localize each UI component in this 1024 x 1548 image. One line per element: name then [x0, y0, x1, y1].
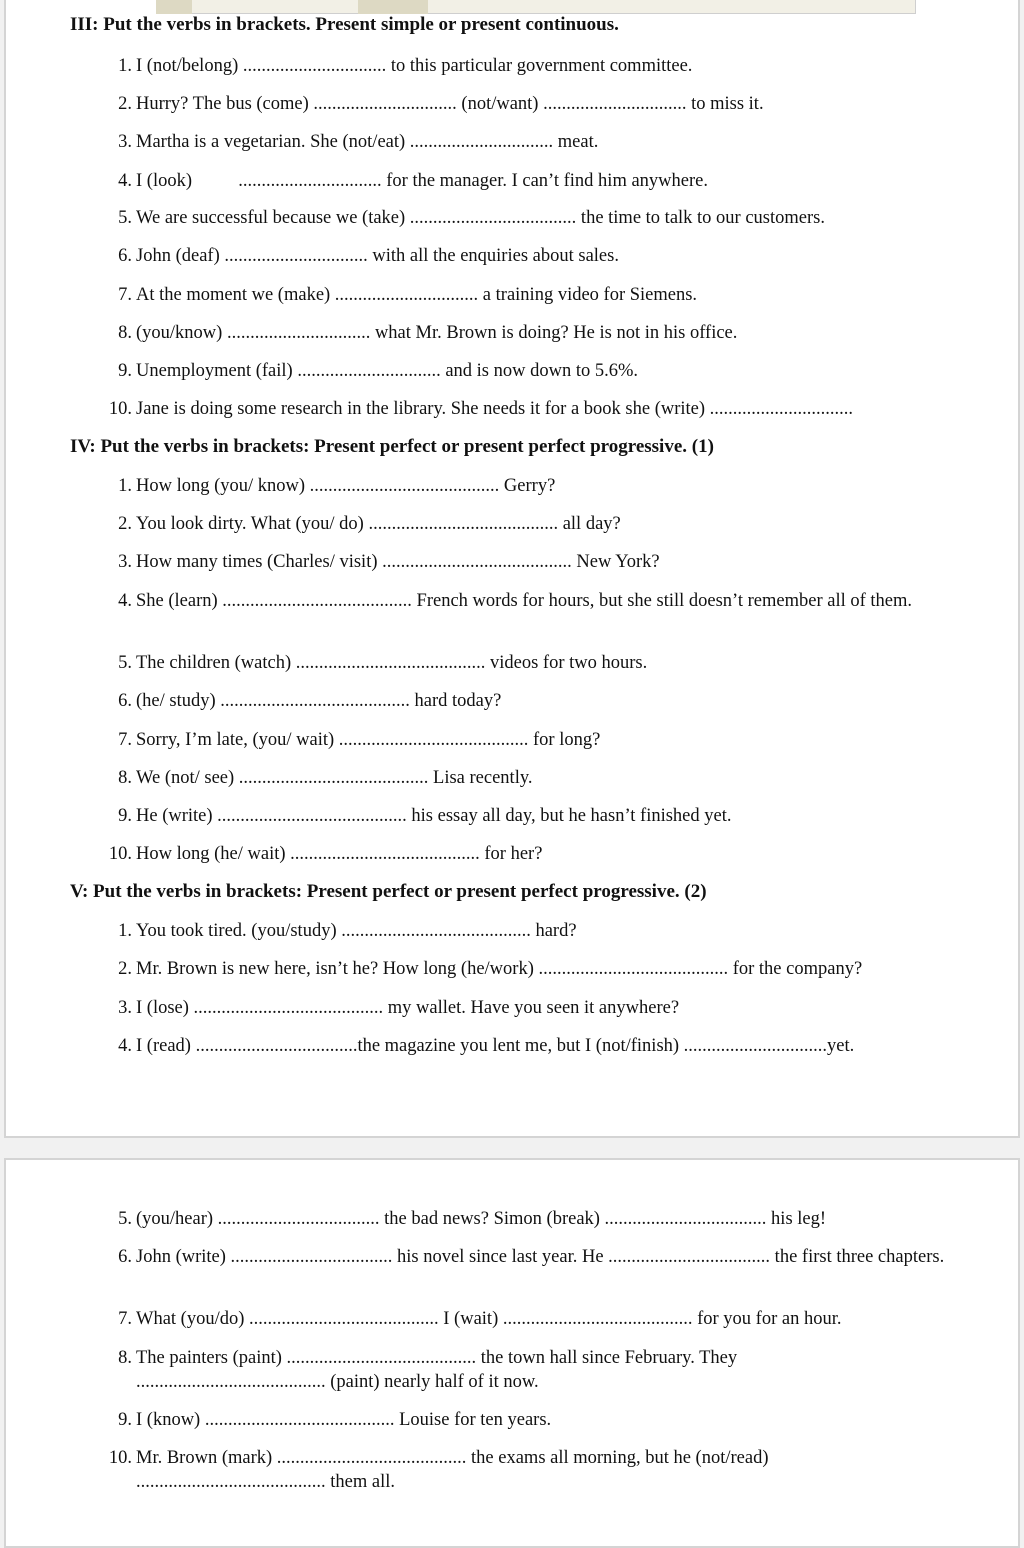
item-text: How many times (Charles/ visit) ......................................... New York? [136, 552, 660, 572]
item-number: 6. [118, 691, 132, 711]
item-number: 7. [118, 1309, 132, 1329]
item-text: Jane is doing some research in the library. She needs it for a book she (write) ............................... [136, 399, 854, 419]
item-text: We are successful because we (take) .................................... the time to talk to our customers. [136, 208, 825, 228]
item-number: 2. [118, 959, 132, 979]
item-number: 8. [118, 768, 132, 788]
item-number: 2. [118, 94, 132, 114]
item-text: At the moment we (make) ............................... a training video for Siemens. [136, 285, 698, 305]
item-text: Unemployment (fail) ............................... and is now down to 5.6%. [136, 361, 639, 381]
item-text: Mr. Brown (mark) ......................................... the exams all morning, but he (not/read) ......................................... them all. [136, 1448, 769, 1492]
item-text: We (not/ see) ......................................... Lisa recently. [136, 768, 533, 788]
item-text: I (know) ......................................... Louise for ten years. [136, 1410, 552, 1430]
item-number: 8. [118, 323, 132, 343]
item-text: You look dirty. What (you/ do) ......................................... all day? [136, 514, 621, 534]
item-text: I (read) ...................................the magazine you lent me, but I (not/finish) ...............................yet. [136, 1036, 855, 1056]
item-text: Hurry? The bus (come) ............................... (not/want) ............................... to miss it. [136, 94, 764, 114]
item-text: John (write) ................................... his novel since last year. He ................................... the first three chapters. [136, 1247, 945, 1267]
item-number: 6. [118, 246, 132, 266]
previous-table-bottom [156, 0, 916, 14]
item-text: (you/know) ............................... what Mr. Brown is doing? He is not in his office. [136, 323, 738, 343]
item-number: 7. [118, 730, 132, 750]
item-number: 1. [118, 56, 132, 76]
item-text: He (write) ......................................... his essay all day, but he hasn’t finished yet. [136, 806, 732, 826]
item-text: (you/hear) ................................... the bad news? Simon (break) ................................... his leg! [136, 1209, 827, 1229]
item-text: Sorry, I’m late, (you/ wait) ......................................... for long? [136, 730, 601, 750]
item-text: The painters (paint) ......................................... the town hall since February. They ......................................... (paint) nearly half of it now. [136, 1348, 738, 1392]
item-number: 10. [108, 399, 132, 419]
item-number: 8. [118, 1348, 132, 1368]
item-number: 7. [118, 285, 132, 305]
item-number: 5. [118, 208, 132, 228]
item-text: I (look) ............................... for the manager. I can’t find him anywhere. [136, 171, 708, 191]
item-text: How long (he/ wait) ......................................... for her? [136, 844, 543, 864]
item-text: (he/ study) ......................................... hard today? [136, 691, 502, 711]
item-text: How long (you/ know) ......................................... Gerry? [136, 476, 556, 496]
item-number: 10. [108, 844, 132, 864]
item-text: I (not/belong) ............................... to this particular government committee. [136, 56, 693, 76]
item-text: John (deaf) ............................... with all the enquiries about sales. [136, 246, 619, 266]
item-text: Mr. Brown is new here, isn’t he? How long (he/work) ......................................... for the company? [136, 959, 863, 979]
section-3-heading: III: Put the verbs in brackets. Present simple or present continuous. [70, 14, 619, 35]
item-text: What (you/do) ......................................... I (wait) ......................................... for you for an hour. [136, 1309, 842, 1329]
item-text: The children (watch) ......................................... videos for two hours. [136, 653, 648, 673]
item-number: 1. [118, 921, 132, 941]
item-number: 9. [118, 1410, 132, 1430]
table-shaded-cell [358, 0, 428, 14]
item-number: 4. [118, 1036, 132, 1056]
item-number: 5. [118, 1209, 132, 1229]
item-number: 2. [118, 514, 132, 534]
item-number: 6. [118, 1247, 132, 1267]
item-text: Martha is a vegetarian. She (not/eat) ............................... meat. [136, 132, 599, 152]
item-number: 3. [118, 998, 132, 1018]
table-shaded-cell [156, 0, 192, 14]
section-5-heading: V: Put the verbs in brackets: Present perfect or present perfect progressive. (2) [70, 881, 707, 902]
item-number: 1. [118, 476, 132, 496]
item-number: 3. [118, 552, 132, 572]
item-text: She (learn) ......................................... French words for hours, but she still doesn’t remember all of them. [136, 591, 913, 611]
item-number: 4. [118, 591, 132, 611]
item-number: 9. [118, 361, 132, 381]
item-number: 10. [108, 1448, 132, 1468]
item-number: 5. [118, 653, 132, 673]
item-number: 4. [118, 171, 132, 191]
item-text: I (lose) ......................................... my wallet. Have you seen it anywhere? [136, 998, 680, 1018]
item-text: You took tired. (you/study) ......................................... hard? [136, 921, 577, 941]
item-number: 9. [118, 806, 132, 826]
section-4-heading: IV: Put the verbs in brackets: Present perfect or present perfect progressive. (1) [70, 436, 714, 457]
item-number: 3. [118, 132, 132, 152]
